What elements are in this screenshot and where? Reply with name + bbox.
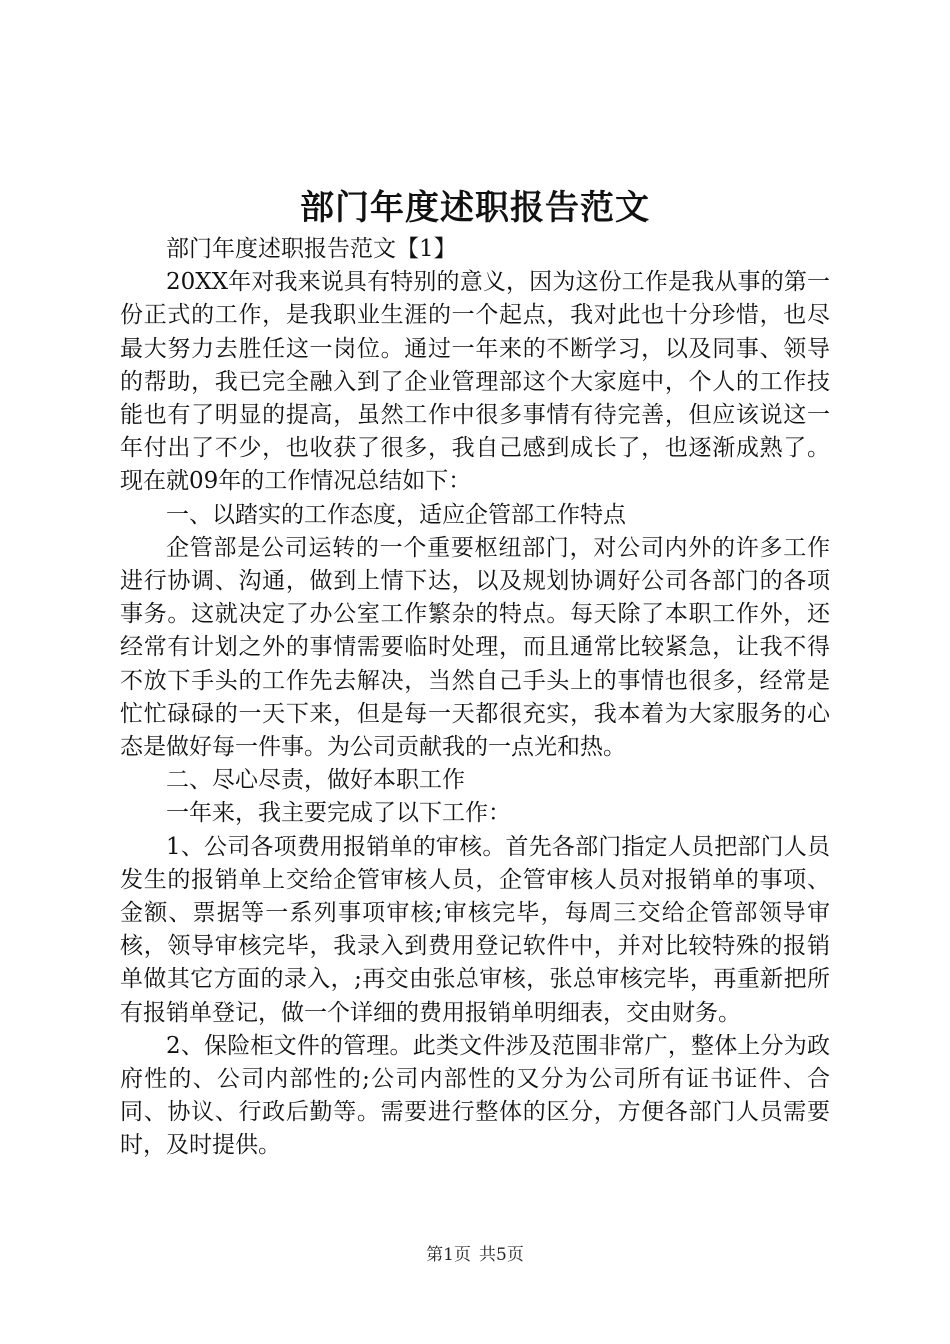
section-heading: 一、以踏实的工作态度，适应企管部工作特点 xyxy=(166,501,626,528)
body-paragraph: 20XX年对我来说具有特别的意义，因为这份工作是我从事的第一份正式的工作，是我职业生涯的一个起点，我对此也十分珍惜，也尽最大努力去胜任这一岗位。通过一年来的不断学习，以及同事、领导的帮助，我已完全融入到了企业管理部这个大家庭中，个人的工作技能也有了明显的提高，虽然工作中很多事情有待完善，但应该说这一年付出了不少，也收获了很多，我自己感到成长了，也逐渐成熟了。现在就09年的工作情况总结如下： xyxy=(120,269,830,495)
section-heading: 二、尽心尽责，做好本职工作 xyxy=(166,767,465,794)
page-total: 共5页 xyxy=(479,1245,524,1265)
document-body xyxy=(120,233,830,1163)
page-number: 第1页 xyxy=(426,1245,471,1265)
body-paragraph: 2、保险柜文件的管理。此类文件涉及范围非常广，整体上分为政府性的、公司内部性的;公司内部性的又分为公司所有证书证件、合同、协议、行政后勤等。需要进行整体的区分，方便各部门人员需要时，及时提供。 xyxy=(120,1032,830,1159)
section-heading-1: 部门年度述职报告范文【1】 xyxy=(166,236,457,262)
body-paragraph: 1、公司各项费用报销单的审核。首先各部门指定人员把部门人员发生的报销单上交给企管审核人员，企管审核人员对报销单的事项、金额、票据等一系列事项审核;审核完毕，每周三交给企管部领导审核，领导审核完毕，我录入到费用登记软件中，并对比较特殊的报销单做其它方面的录入，;再交由张总审核，张总审核完毕，再重新把所有报销单登记，做一个详细的费用报销单明细表，交由财务。 xyxy=(120,833,830,1026)
body-paragraph: 一年来，我主要完成了以下工作： xyxy=(166,800,511,827)
page-footer xyxy=(0,1243,950,1267)
body-paragraph: 企管部是公司运转的一个重要枢纽部门，对公司内外的许多工作进行协调、沟通，做到上情下达，以及规划协调好公司各部门的各项事务。这就决定了办公室工作繁杂的特点。每天除了本职工作外，还经常有计划之外的事情需要临时处理，而且通常比较紧急，让我不得不放下手头的工作先去解决，当然自己手头上的事情也很多，经常是忙忙碌碌的一天下来，但是每一天都很充实，我本着为大家服务的心态是做好每一件事。为公司贡献我的一点光和热。 xyxy=(120,534,830,761)
document-title: 部门年度述职报告范文 xyxy=(300,188,650,228)
